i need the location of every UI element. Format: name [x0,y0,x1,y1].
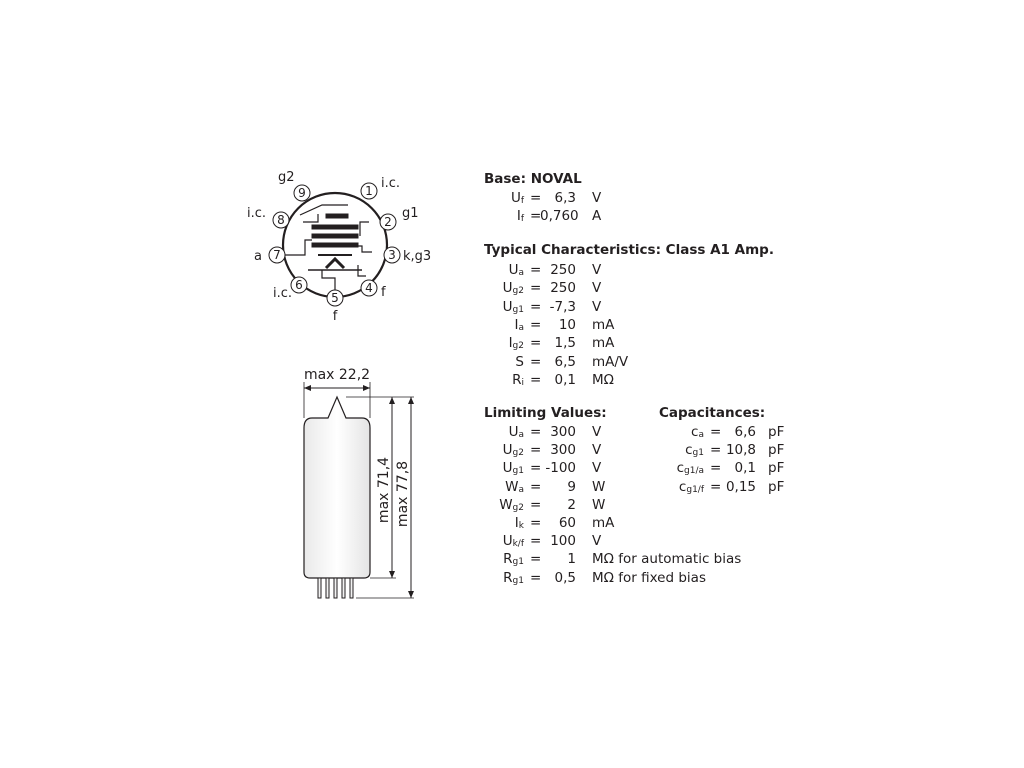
unit: mA/V [592,353,629,370]
pin-5 [327,290,343,324]
symbol-subscript: a [698,430,704,440]
equals-sign: = [530,190,542,206]
symbol-subscript: a [518,268,524,278]
value: 2 [567,496,576,513]
equals-sign: = [530,478,542,495]
equals-sign: = [530,335,542,352]
symbol-subscript: g1 [512,575,524,586]
pin-number: 5 [331,291,339,305]
symbol-letter: R [512,371,522,388]
symbol-letter: I [514,316,519,333]
width-label: max 22,2 [303,367,371,383]
equals-sign: = [530,316,542,333]
symbol-subscript: a [518,322,524,333]
pin-3 [384,247,431,264]
pin-number: 4 [365,281,373,295]
equals-sign: = [710,424,722,440]
pin-8 [247,206,289,228]
equals-sign: = [710,460,722,477]
equals-sign: = [530,442,542,459]
symbol [484,371,524,392]
symbol-letter: W [505,478,519,495]
unit: V [592,460,602,477]
unit: V [592,280,602,297]
value: 300 [550,424,576,440]
symbol-letter: U [502,533,513,550]
value: 0,1 [554,371,576,388]
unit: mA [592,316,615,333]
symbol-letter: S [515,353,524,370]
symbol-subscript: f [520,214,524,224]
symbol-letter: I [516,208,521,224]
value: -100 [545,460,576,477]
pin-9 [278,170,310,201]
value: 1,5 [554,335,576,352]
symbol-letter: c [685,442,693,459]
value: 6,5 [554,353,576,370]
symbol-subscript: g1/f [686,484,704,495]
unit: V [592,298,602,315]
symbol-letter: U [508,262,519,278]
symbol-letter: I [514,515,519,531]
equals-sign: = [530,262,542,278]
unit: pF [768,424,785,440]
symbol-subscript: a [518,484,524,495]
unit: mA [592,335,615,352]
pin-number: 1 [365,184,373,198]
unit: V [592,424,602,440]
unit: pF [768,442,785,459]
anode-plate [326,214,348,218]
pinout-diagram [247,170,431,324]
equals-sign: = [710,478,722,495]
symbol-letter: U [502,442,513,459]
tube-envelope [304,397,370,578]
equals-sign: = [530,551,542,568]
unit: pF [768,478,785,495]
symbol [484,353,524,371]
symbol-subscript: g2 [512,502,524,513]
equals-sign: = [530,298,542,315]
diagram-area [0,0,480,768]
symbol-letter: U [502,298,513,315]
symbol-subscript: k [518,521,524,531]
unit: V [592,533,602,550]
pin-label: i.c. [247,206,267,221]
symbol-subscript: g1 [512,466,524,477]
symbol-letter: R [503,551,513,568]
grid-2 [312,225,358,229]
pin-label: f [381,285,386,300]
equals-sign: = [530,533,542,550]
pin-label: k,g3 [403,249,432,264]
symbol-letter: W [499,496,513,513]
value: 10 [558,316,576,333]
symbol [484,569,524,590]
limiting-heading: Limiting Values: [484,405,607,421]
value: 6,3 [554,190,576,206]
specifications [484,0,804,768]
unit: V [592,262,602,278]
symbol [484,207,524,228]
pin-number: 2 [384,215,392,229]
value: 250 [550,262,576,278]
symbol-letter: I [508,335,513,352]
value: 250 [550,280,576,297]
symbol-subscript: f [520,196,524,206]
unit: V [592,190,602,206]
grid-3 [312,243,358,247]
symbol-subscript: g2 [512,341,524,352]
unit: A [592,208,602,224]
equals-sign: = [530,569,542,586]
pin-2 [380,206,419,230]
value: 9 [567,478,576,495]
body-height-label: max 71,4 [376,456,392,524]
unit: MΩ for fixed bias [592,569,706,586]
symbol-subscript: a [518,430,524,440]
symbol-letter: U [508,424,519,440]
value: 0,15 [725,478,756,495]
typical-heading: Typical Characteristics: Class A1 Amp. [484,242,774,258]
equals-sign: = [530,353,542,370]
value: 0,5 [554,569,576,586]
symbol-subscript: g2 [512,448,524,459]
outline-drawing [304,367,414,598]
pin-label: g1 [402,206,419,221]
value: 6,6 [734,424,756,440]
pin-label: a [254,249,262,264]
pin-7 [254,247,285,264]
symbol-letter: U [502,280,513,297]
equals-sign: = [710,442,722,459]
equals-sign: = [530,424,542,440]
value: 10,8 [725,442,756,459]
symbol-letter: c [678,478,687,495]
symbol-subscript: g1/a [684,466,704,477]
equals-sign: = [530,460,542,477]
pin-number: 7 [273,248,281,262]
equals-sign: = [530,496,542,513]
unit: V [592,442,602,459]
pin-label: f [332,309,338,324]
unit: MΩ [592,371,614,388]
unit: pF [768,460,785,477]
value: 1 [567,551,576,568]
capacitances-heading: Capacitances: [659,405,766,421]
equals-sign: = [530,515,542,531]
equals-sign: = [530,208,542,224]
unit: mA [592,515,615,531]
pin-6 [273,277,307,301]
value: 0,760 [540,208,579,224]
value: 100 [550,533,576,550]
unit: MΩ for automatic bias [592,551,742,568]
value: 0,1 [734,460,756,477]
pin-label: g2 [278,170,295,185]
tube-pins [318,578,353,598]
symbol-letter: c [691,424,699,440]
pin-4 [361,280,386,300]
symbol-subscript: g1 [512,557,524,568]
symbol-subscript: g2 [512,286,524,297]
pin-label: i.c. [381,176,401,191]
pin-number: 9 [298,186,306,200]
equals-sign: = [530,280,542,297]
symbol-subscript: k/f [512,539,524,550]
symbol-letter: U [502,460,513,477]
pin-1 [361,176,400,199]
unit: W [592,478,606,495]
pin-number: 3 [388,248,396,262]
equals-sign: = [530,371,542,388]
value: -7,3 [549,298,576,315]
symbol-letter: R [503,569,513,586]
pin-number: 8 [277,213,285,227]
unit: W [592,496,606,513]
total-height-label: max 77,8 [395,460,411,528]
symbol-letter: U [510,190,521,206]
value: 60 [558,515,576,531]
grid-1 [312,234,358,238]
pin-label: i.c. [273,286,293,301]
pin-number: 6 [295,278,303,292]
symbol-subscript: g1 [692,448,704,459]
symbol [654,478,704,499]
symbol-subscript: i [521,377,524,388]
symbol-letter: c [676,460,684,477]
symbol-subscript: g1 [512,304,524,315]
base-heading: Base: NOVAL [484,171,582,187]
value: 300 [550,442,576,459]
